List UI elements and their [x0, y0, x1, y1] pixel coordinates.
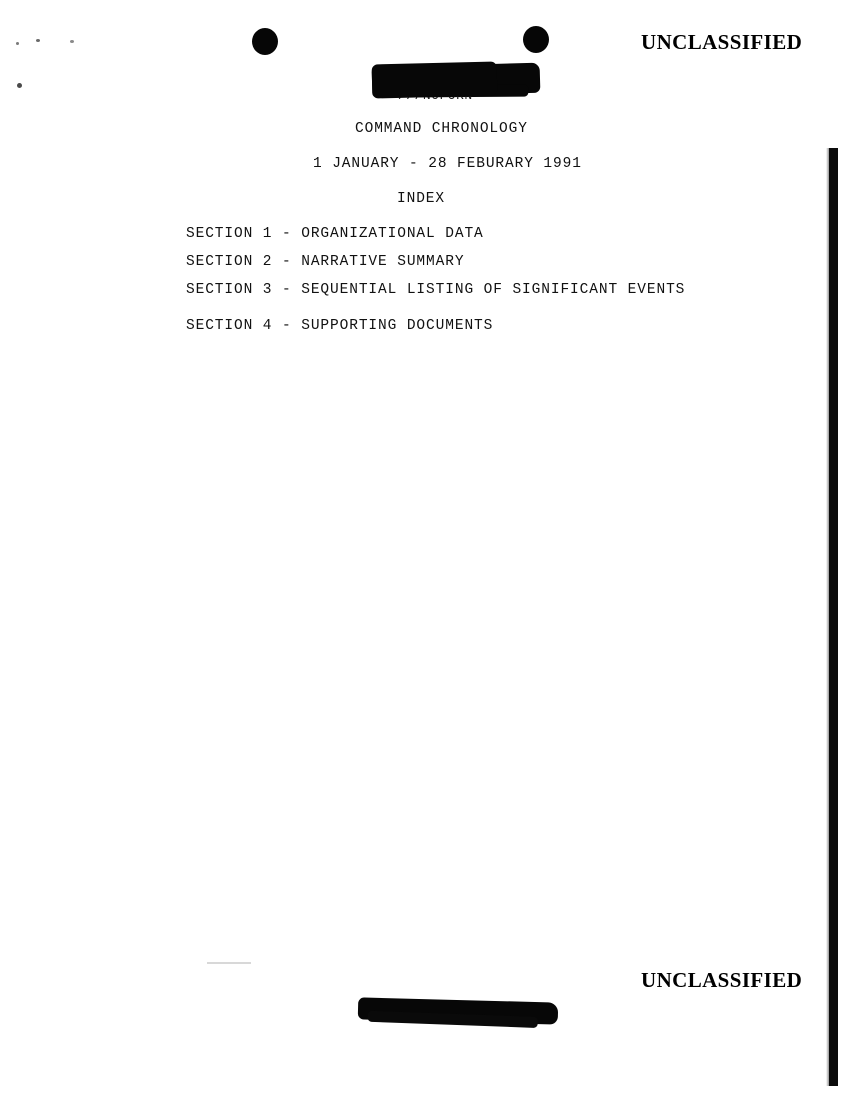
- scan-speckle: [16, 42, 19, 45]
- classification-stamp-top: UNCLASSIFIED: [641, 30, 803, 54]
- redaction-mask-overlay: [372, 61, 498, 98]
- ink-blob-right-icon: [523, 26, 549, 53]
- scan-speckle: [36, 39, 40, 42]
- index-entry-section-4: SECTION 4 - SUPPORTING DOCUMENTS: [186, 318, 494, 334]
- classification-stamp-bottom: UNCLASSIFIED: [641, 968, 803, 992]
- scan-speckle: [17, 83, 22, 88]
- index-heading: INDEX: [397, 191, 446, 207]
- index-entry-section-3: SECTION 3 - SEQUENTIAL LISTING OF SIGNIFICANT EVENTS: [186, 282, 686, 298]
- ink-blob-left-icon: [252, 28, 278, 55]
- redaction-bar-bottom: [358, 997, 559, 1024]
- scan-smudge: [207, 962, 251, 964]
- index-entry-section-1: SECTION 1 - ORGANIZATIONAL DATA: [186, 226, 484, 242]
- document-title: COMMAND CHRONOLOGY: [355, 121, 528, 137]
- scan-speckle: [70, 40, 74, 43]
- scan-edge-band: [829, 148, 838, 1086]
- index-entry-section-2: SECTION 2 - NARRATIVE SUMMARY: [186, 254, 465, 270]
- document-date-range: 1 JANUARY - 28 FEBURARY 1991: [313, 156, 582, 172]
